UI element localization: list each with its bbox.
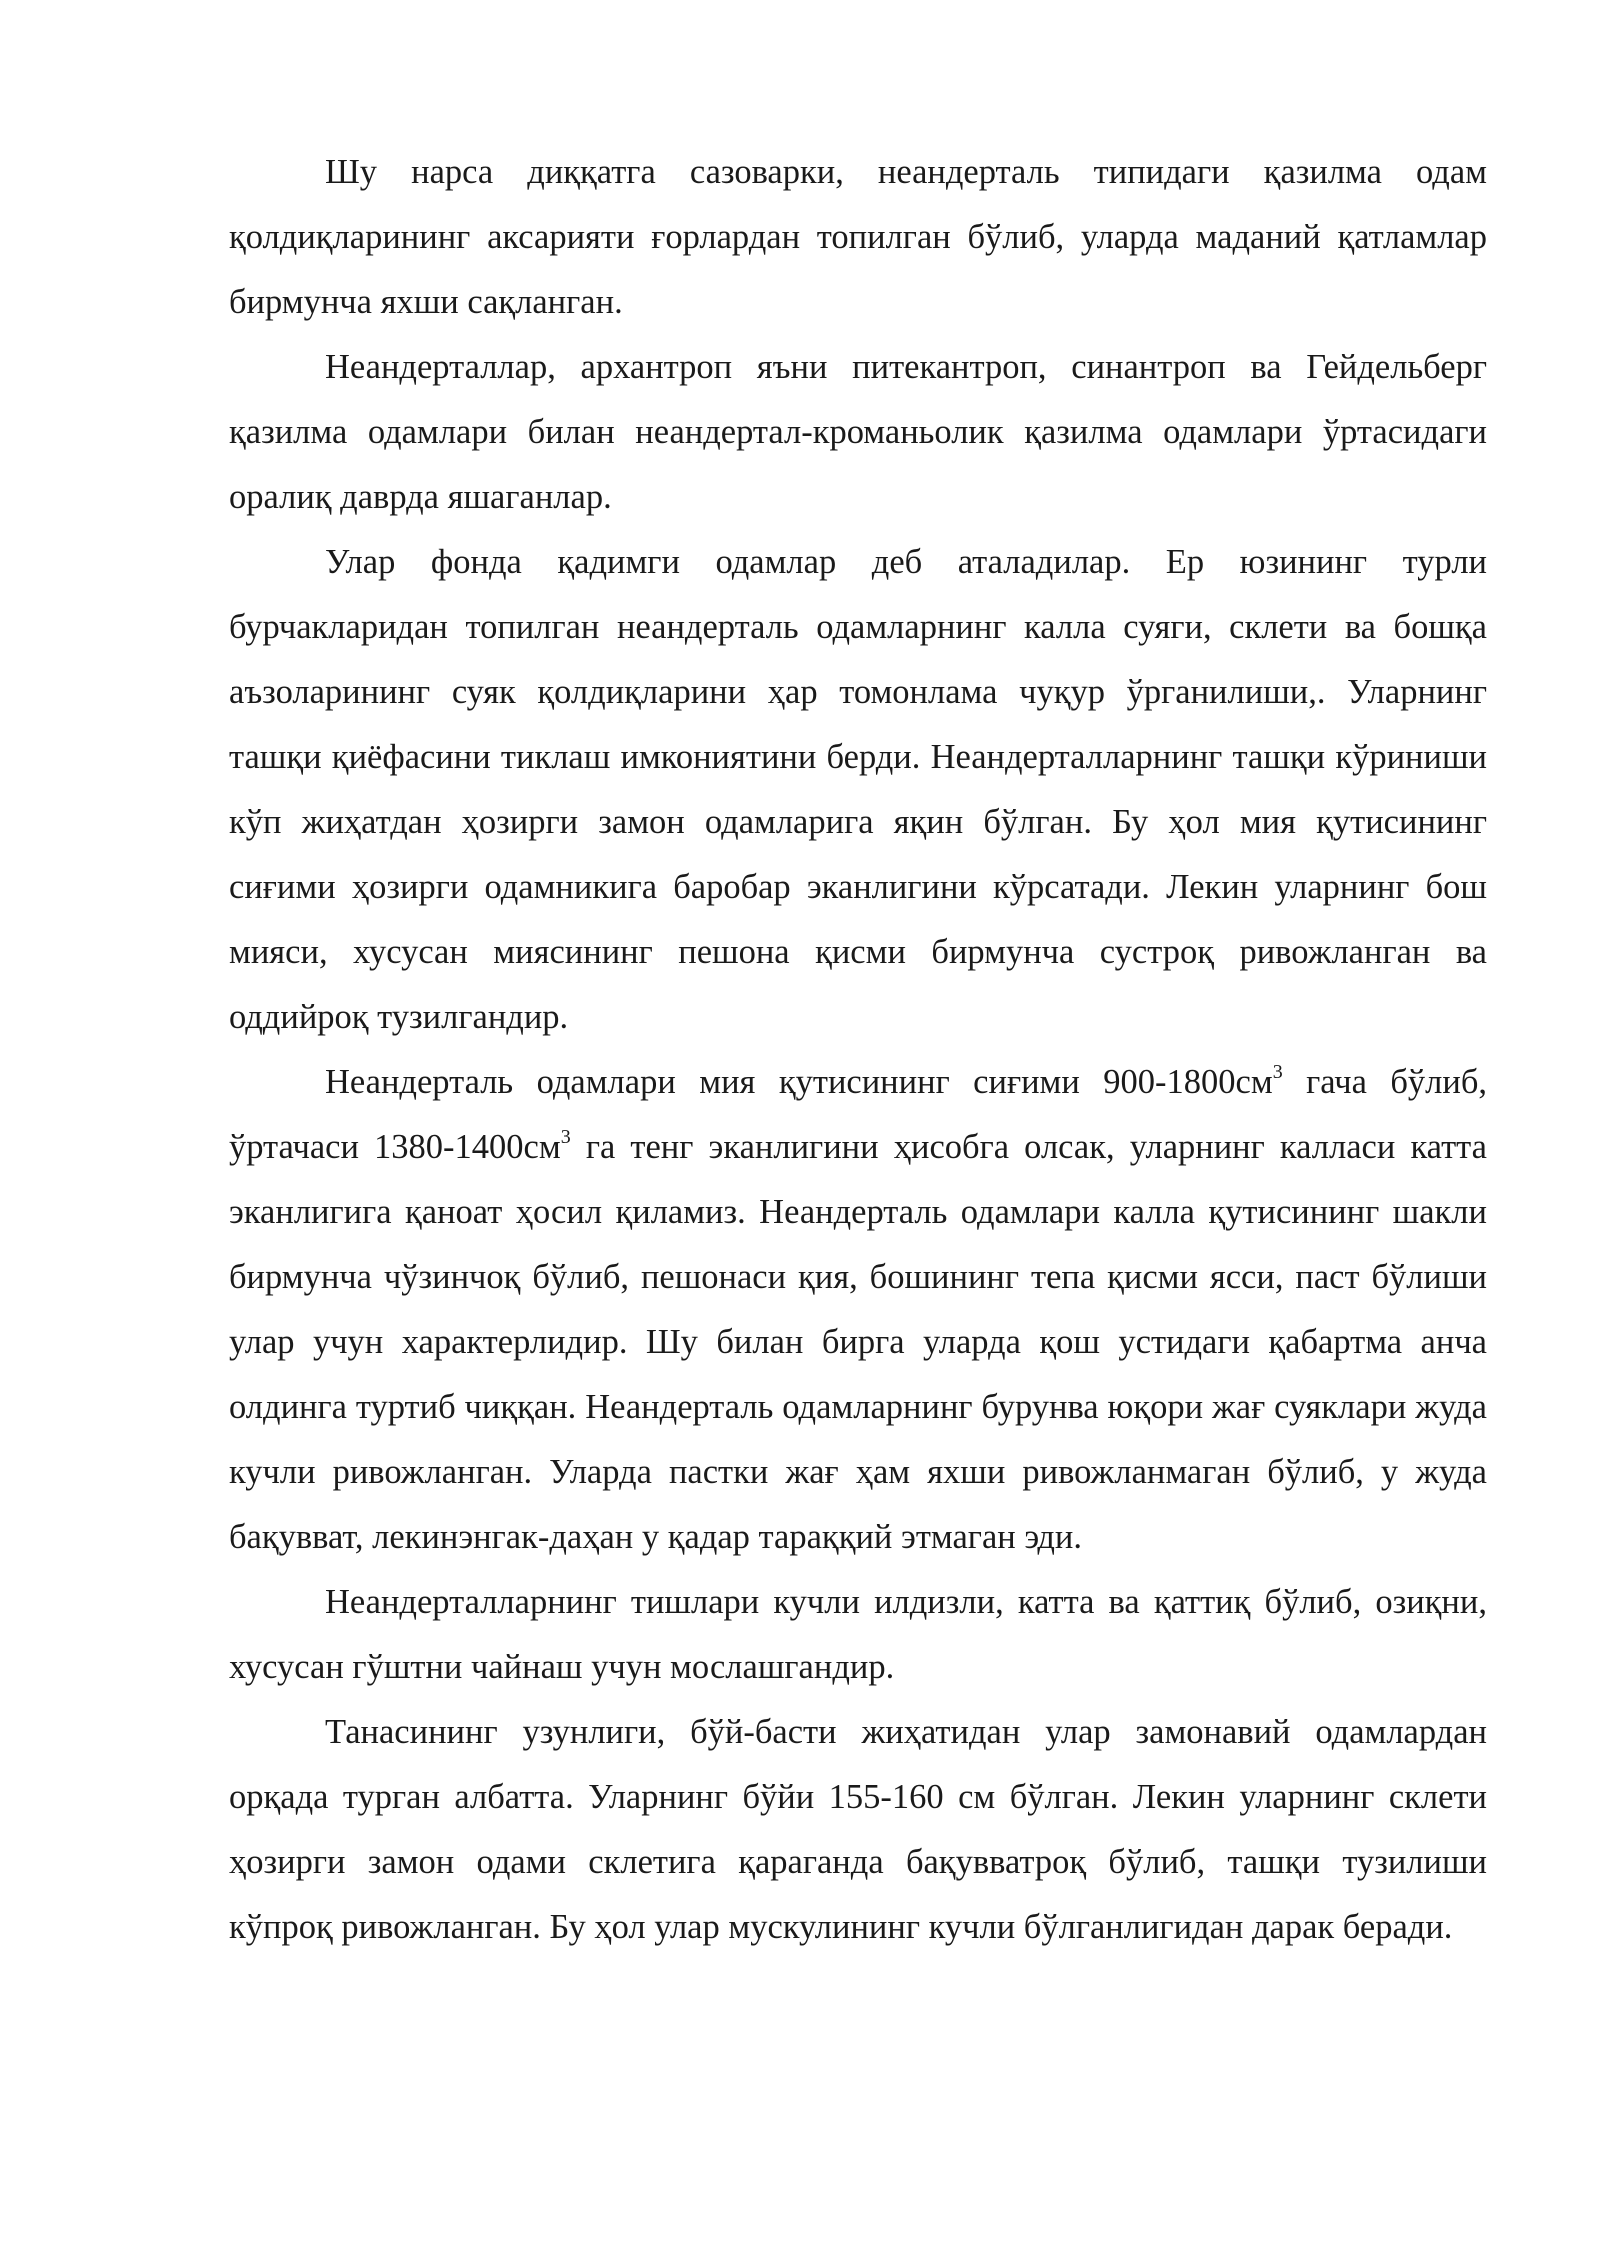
paragraph-text: га тенг эканлигини ҳисобга олсак, уларнинг калласи катта эканлигига қаноат ҳосил қиламиз. Неандерталь одамлари калла қутисининг шакли бирмунча чўзинчоқ бўлиб, пешонаси қия, бошининг тепа қисми ясси, паст бўлиши улар учун характерлидир. Шу билан бирга уларда қош устидаги қабартма анча олдинга туртиб чиққан. Неандерталь одамларнинг бурунва юқори жағ суяклари жуда кучли ривожланган. Уларда пастки жағ ҳам яхши ривожланмаган бўлиб, у жуда бақувват, лекинэнгак-даҳан у қадар тараққий этмаган эди. xyxy=(229,1128,1487,1556)
paragraph xyxy=(229,335,1487,530)
paragraph-text: Шу нарса диққатга сазоварки, неандерталь типидаги қазилма одам қолдиқларининг аксарияти ғорлардан топилган бўлиб, уларда маданий қатламлар бирмунча яхши сақланган. xyxy=(229,153,1487,321)
paragraph xyxy=(229,530,1487,1050)
paragraph-text: Неандерталларнинг тишлари кучли илдизли, катта ва қаттиқ бўлиб, озиқни, хусусан гўштни чайнаш учун мослашгандир. xyxy=(229,1583,1487,1686)
paragraph-text: Улар фонда қадимги одамлар деб аталадилар. Ер юзининг турли бурчакларидан топилган неандерталь одамларнинг калла суяги, склети ва бошқа аъзоларининг суяк қолдиқларини ҳар томонлама чуқур ўрганилиши,. Уларнинг ташқи қиёфасини тиклаш имкониятини берди. Неандерталларнинг ташқи кўриниши кўп жиҳатдан ҳозирги замон одамларига яқин бўлган. Бу ҳол мия қутисининг сиғими ҳозирги одамникига баробар эканлигини кўрсатади. Лекин уларнинг бош мияси, хусусан миясининг пешона қисми бирмунча сустроқ ривожланган ва оддийроқ тузилгандир. xyxy=(229,543,1487,1036)
paragraph-text: Неандерталлар, архантроп яъни питекантроп, синантроп ва Гейдельберг қазилма одамлари билан неандертал-кроманьолик қазилма одамлари ўртасидаги оралиқ даврда яшаганлар. xyxy=(229,348,1487,516)
document-body xyxy=(229,140,1487,1960)
paragraph xyxy=(229,1570,1487,1700)
superscript-exponent: 3 xyxy=(1272,1061,1283,1083)
paragraph xyxy=(229,1050,1487,1570)
paragraph-text: Неандерталь одамлари мия қутисининг сиғими 900-1800см xyxy=(325,1063,1273,1101)
paragraph xyxy=(229,140,1487,335)
paragraph-text: Танасининг узунлиги, бўй-басти жиҳатидан улар замонавий одамлардан орқада турган албатта. Уларнинг бўйи 155-160 см бўлган. Лекин уларнинг склети ҳозирги замон одами склетига қараганда бақувватроқ бўлиб, ташқи тузилиши кўпроқ ривожланган. Бу ҳол улар мускулининг кучли бўлганлигидан дарак беради. xyxy=(229,1713,1487,1946)
paragraph-text: гача бўлиб, ўртачаси 1380-1400см xyxy=(229,1063,1487,1166)
superscript-exponent: 3 xyxy=(560,1126,571,1148)
paragraph xyxy=(229,1700,1487,1960)
